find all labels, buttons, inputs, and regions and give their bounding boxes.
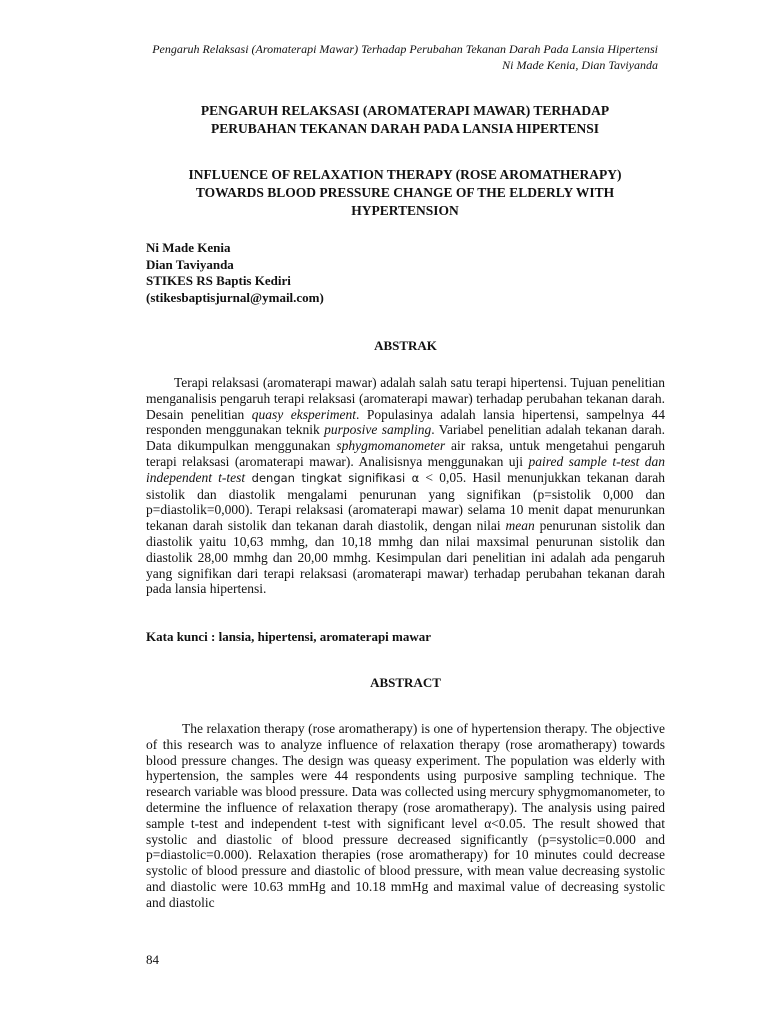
author-affiliation: STIKES RS Baptis Kediri [146, 273, 291, 288]
title-en-line-3: HYPERTENSION [351, 203, 459, 218]
page-number: 84 [146, 952, 159, 967]
author-email: (stikesbaptisjurnal@ymail.com) [146, 289, 324, 305]
abstrak-text: . Variabel penelitian adalah tekanan darah. Data dikumpulkan menggunakan [146, 422, 665, 454]
abstrak-emphasis: purposive sampling [324, 422, 432, 438]
title-id-line-2: PERUBAHAN TEKANAN DARAH PADA LANSIA HIPERTENSI [211, 121, 599, 136]
keywords: Kata kunci : lansia, hipertensi, aromaterapi mawar [146, 629, 432, 644]
abstrak-text: penurunan sistolik dan diastolik yaitu 10,63 mmhg, dan 10,18 mmhg dan nilai maxsimal penurunan sistolik dan diastolik 28,00 mmhg dan 20,00 mmhg. Kesimpulan dari penelitian ini adalah ada pengaruh yang signifikan dari terapi relaksasi (aromaterapi mawar) terhadap perubahan tekanan darah pada lansia hipertensi. [146, 518, 665, 597]
title-en-line-1: INFLUENCE OF RELAXATION THERAPY (ROSE AROMATHERAPY) [188, 167, 622, 182]
running-head-title: Pengaruh Relaksasi (Aromaterapi Mawar) Terhadap Perubahan Tekanan Darah Pada Lansia Hipertensi [152, 42, 658, 56]
title-id-line-1: PENGARUH RELAKSASI (AROMATERAPI MAWAR) TERHADAP [200, 103, 610, 118]
abstrak-text: air raksa, untuk mengetahui pengaruh terapi relaksasi (aromaterapi mawar). Analisisnya menggunakan uji [146, 438, 665, 469]
abstrak-text: < 0,05. Hasil menunjukkan tekanan darah sistolik dan diastolik mengalami penurunan yang signifikan (p=sistolik 0,000 dan p=diastolik=0,000). Terapi relaksasi (aromaterapi mawar) selama 10 menit dapat menurunkan tekanan darah sistolik dan tekanan darah diastolik, dengan nilai [146, 469, 665, 534]
paper-title-english [145, 166, 665, 220]
abstract-paragraph: The relaxation therapy (rose aromatherapy) is one of hypertension therapy. The objective of this research was to analyze influence of relaxation therapy (rose aromatherapy) towards blood pressure changes. The design was queasy experiment. The population was elderly with hypertension, the samples were 44 respondents using purposive sampling technique. The research variable was blood pressure. Data was collected using mercury sphygmomanometer, to determine the influence of relaxation therapy (rose aromatherapy). The analysis using paired sample t-test and independent t-test with significant level α<0.05. The result showed that systolic and diastolic of blood pressure decreased significantly (p=systolic=0.000 and p=diastolic=0.000). Relaxation therapies (rose aromatherapy) for 10 minutes could decrease systolic of blood pressure and diastolic of blood pressure, with mean value decreasing systolic and diastolic were 10.63 mmHg and 10.18 mmHg and maximal value of decreasing systolic and diastolic [146, 721, 665, 910]
abstrak-emphasis: sphygmomanometer [336, 438, 446, 454]
abstrak-emphasis: paired sample t-test dan independent t-test [146, 453, 665, 485]
abstrak-emphasis: mean [505, 518, 535, 534]
author-name: Dian Taviyanda [146, 256, 234, 272]
running-head [152, 41, 658, 73]
abstrak-heading: ABSTRAK [374, 338, 437, 353]
author-name: Ni Made Kenia [146, 240, 231, 255]
abstrak-text: Terapi relaksasi (aromaterapi mawar) adalah salah satu terapi hipertensi. Tujuan penelitian menganalisis pengaruh terapi relaksasi (aromaterapi mawar) terhadap perubahan tekanan darah. Desain penelitian [146, 375, 665, 422]
paper-title-indonesian [145, 102, 665, 138]
abstrak-emphasis: quasy eksperiment [251, 406, 356, 422]
title-en-line-2: TOWARDS BLOOD PRESSURE CHANGE OF THE ELDERLY WITH [195, 185, 615, 200]
author-block [146, 240, 324, 306]
abstrak-paragraph [146, 375, 665, 597]
running-head-authors: Ni Made Kenia, Dian Taviyanda [502, 58, 658, 72]
abstrak-text: . Populasinya adalah lansia hipertensi, sampelnya 44 responden menggunakan teknik [146, 406, 665, 438]
abstract-heading: ABSTRACT [370, 675, 441, 690]
abstrak-text: dengan tingkat signifikasi α [245, 470, 420, 485]
